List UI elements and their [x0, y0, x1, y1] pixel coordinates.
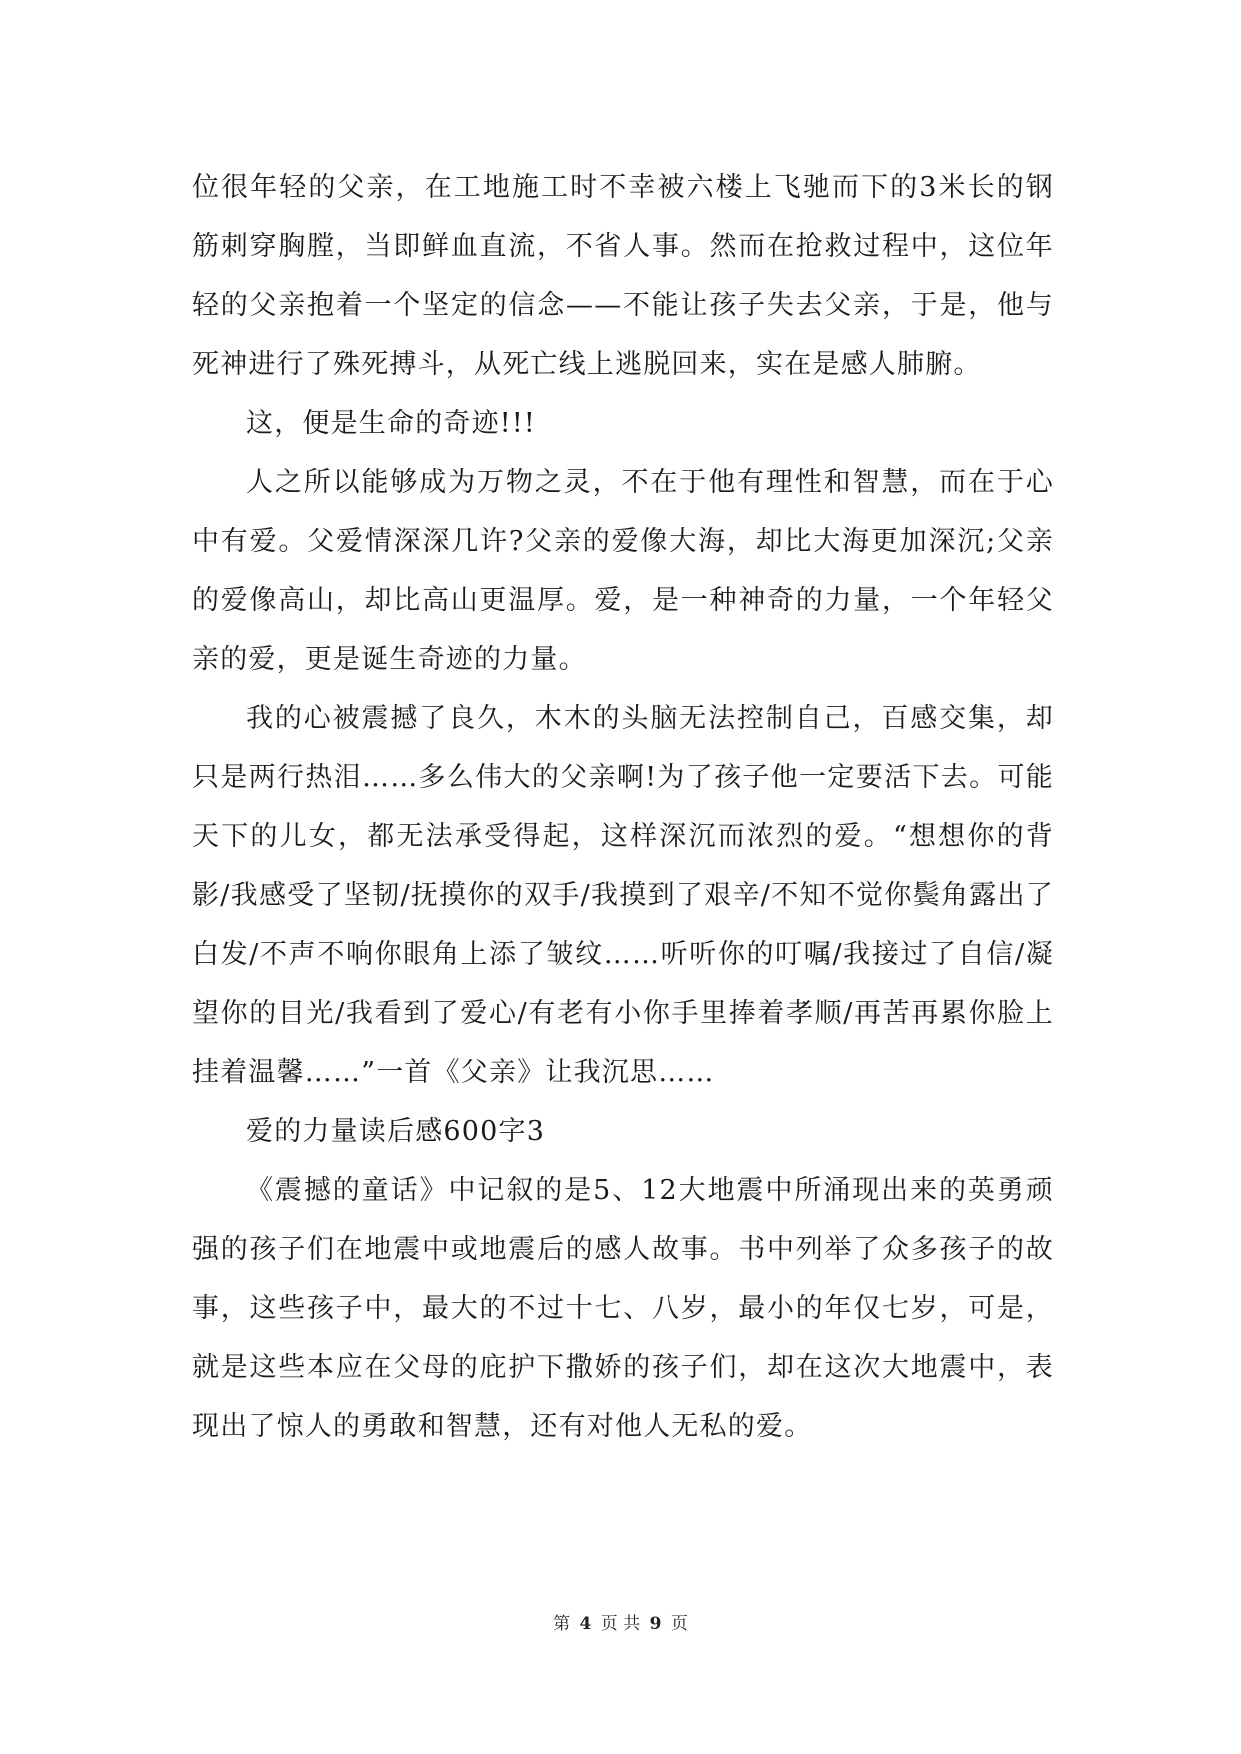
page-footer [0, 1609, 1241, 1634]
footer-suffix: 页 [670, 1614, 688, 1634]
footer-prefix: 第 [553, 1614, 571, 1634]
total-page-number: 9 [649, 1614, 662, 1634]
paragraph: 人之所以能够成为万物之灵，不在于他有理性和智慧，而在于心中有爱。父爱情深深几许?父亲的爱像大海，却比大海更加深沉;父亲的爱像高山，却比高山更温厚。爱，是一种神奇的力量，一个年轻父亲的爱，更是诞生奇迹的力量。 [192, 467, 1054, 675]
footer-middle: 页 共 [600, 1614, 641, 1634]
paragraph: 我的心被震撼了良久，木木的头脑无法控制自己，百感交集，却只是两行热泪……多么伟大的父亲啊!为了孩子他一定要活下去。可能天下的儿女，都无法承受得起，这样深沉而浓烈的爱。“想想你的背影/我感受了坚韧/抚摸你的双手/我摸到了艰辛/不知不觉你鬓角露出了白发/不声不响你眼角上添了皱纹……听听你的叮嘱/我接过了自信/凝望你的目光/我看到了爱心/有老有小你手里捧着孝顺/再苦再累你脸上挂着温馨……”一首《父亲》让我沉思…… [192, 703, 1054, 1088]
section-heading: 爱的力量读后感600字3 [246, 1116, 546, 1147]
paragraph: 这，便是生命的奇迹!!! [246, 408, 536, 439]
document-body [192, 158, 1054, 1456]
paragraph: 位很年轻的父亲，在工地施工时不幸被六楼上飞驰而下的3米长的钢筋刺穿胸膛，当即鲜血直流，不省人事。然而在抢救过程中，这位年轻的父亲抱着一个坚定的信念——不能让孩子失去父亲，于是，他与死神进行了殊死搏斗，从死亡线上逃脱回来，实在是感人肺腑。 [192, 172, 1054, 380]
current-page-number: 4 [579, 1614, 592, 1634]
paragraph: 《震撼的童话》中记叙的是5、12大地震中所涌现出来的英勇顽强的孩子们在地震中或地震后的感人故事。书中列举了众多孩子的故事，这些孩子中，最大的不过十七、八岁，最小的年仅七岁，可是，就是这些本应在父母的庇护下撒娇的孩子们，却在这次大地震中，表现出了惊人的勇敢和智慧，还有对他人无私的爱。 [192, 1175, 1054, 1442]
